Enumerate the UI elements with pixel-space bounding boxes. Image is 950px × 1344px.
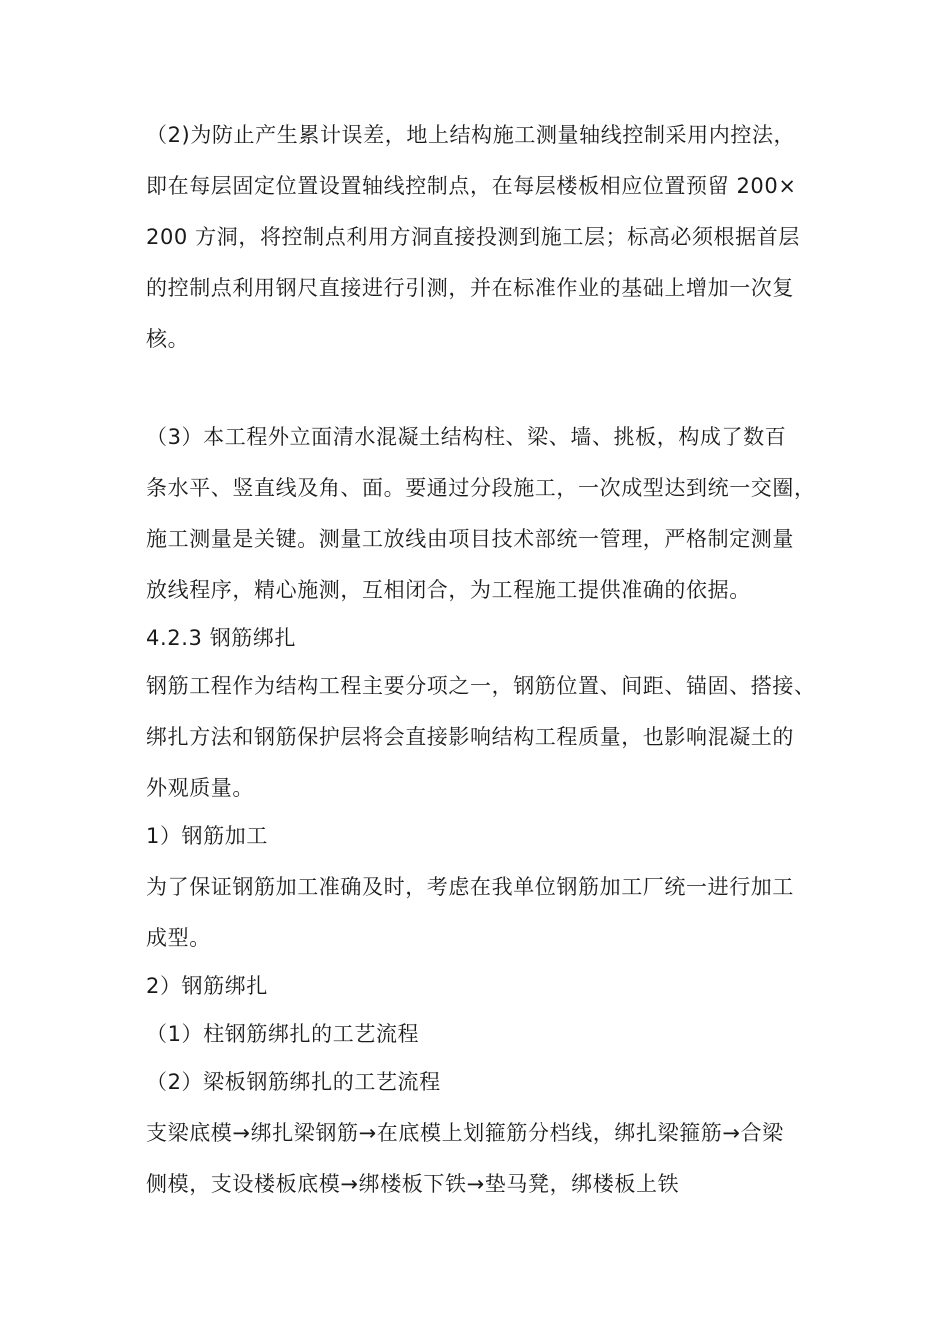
list-item: （2）梁板钢筋绑扎的工艺流程 xyxy=(146,1070,441,1094)
paragraph-line: 钢筋工程作为结构工程主要分项之一，钢筋位置、间距、锚固、搭接、 xyxy=(146,674,816,698)
subsection-heading: 2）钢筋绑扎 xyxy=(146,974,268,998)
paragraph-line: 即在每层固定位置设置轴线控制点，在每层楼板相应位置预留 200× xyxy=(146,174,797,198)
paragraph-line: 侧模，支设楼板底模→绑楼板下铁→垫马凳，绑楼板上铁 xyxy=(146,1172,680,1196)
paragraph-line: 为了保证钢筋加工准确及时，考虑在我单位钢筋加工厂统一进行加工 xyxy=(146,875,794,899)
subsection-heading: 1）钢筋加工 xyxy=(146,824,268,848)
paragraph-line: 核。 xyxy=(146,327,190,351)
paragraph-line: 外观质量。 xyxy=(146,776,254,800)
paragraph-line: （3）本工程外立面清水混凝土结构柱、梁、墙、挑板，构成了数百 xyxy=(146,425,787,449)
section-heading: 4.2.3 钢筋绑扎 xyxy=(146,626,297,650)
paragraph-line: 放线程序，精心施测，互相闭合，为工程施工提供准确的依据。 xyxy=(146,578,751,602)
paragraph-line: 成型。 xyxy=(146,926,211,950)
paragraph-line: 的控制点利用钢尺直接进行引测，并在标准作业的基础上增加一次复 xyxy=(146,276,794,300)
paragraph-line: （2)为防止产生累计误差，地上结构施工测量轴线控制采用内控法， xyxy=(146,123,796,147)
paragraph-line: 200 方洞，将控制点利用方洞直接投测到施工层；标高必须根据首层 xyxy=(146,225,800,249)
list-item: （1）柱钢筋绑扎的工艺流程 xyxy=(146,1022,420,1046)
paragraph-line: 绑扎方法和钢筋保护层将会直接影响结构工程质量，也影响混凝土的 xyxy=(146,725,794,749)
paragraph-line: 施工测量是关键。测量工放线由项目技术部统一管理，严格制定测量 xyxy=(146,527,794,551)
paragraph-line: 支梁底模→绑扎梁钢筋→在底模上划箍筋分档线，绑扎梁箍筋→合梁 xyxy=(146,1121,784,1145)
paragraph-line: 条水平、竖直线及角、面。要通过分段施工，一次成型达到统一交圈， xyxy=(146,476,816,500)
